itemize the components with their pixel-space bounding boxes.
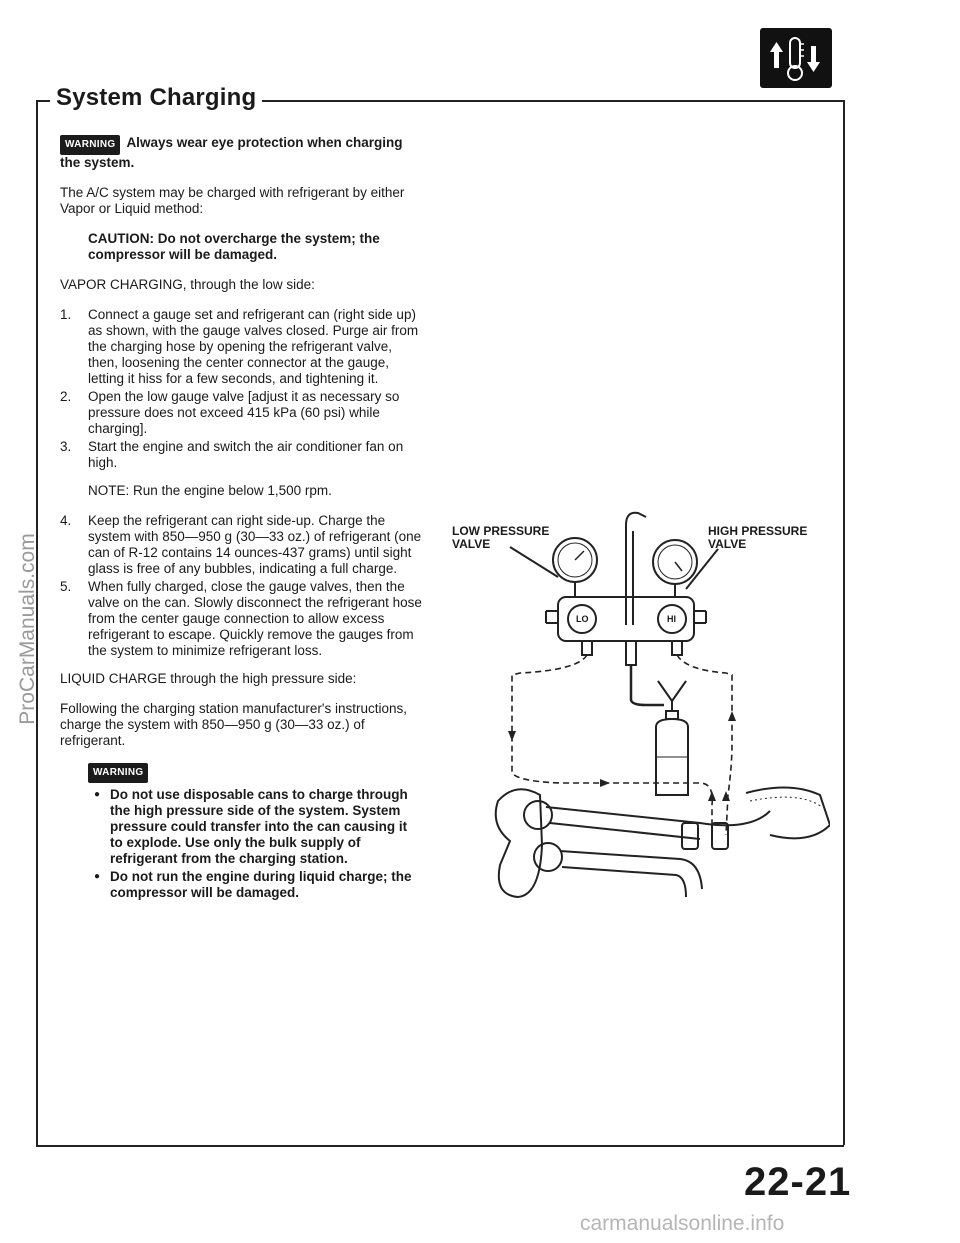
intro-paragraph: The A/C system may be charged with refrigerant by either Vapor or Liquid method: (60, 185, 405, 216)
high-pressure-label-line1: HIGH PRESSURE (708, 524, 808, 538)
low-pressure-label-line2: VALVE (452, 537, 491, 551)
step-item (60, 439, 422, 471)
step-number: 1. (60, 307, 72, 322)
low-label-leader (510, 547, 558, 577)
footer-watermark: carmanualsonline.info (580, 1212, 785, 1235)
diagram-drawing (450, 505, 830, 905)
step-text: Keep the refrigerant can right side-up. Charge the system with 850—950 g (30—33 oz.) of refrigerant (one can of R-12 contains 14 ounces-437 grams) until sight glass is free of any bubbles, indicating a full charge. (88, 513, 422, 576)
step-text: Connect a gauge set and refrigerant can (right side up) as shown, with the gauge valves closed. Purge air from the charging hose by opening the refrigerant valve, then, loosening the center connector at the gauge, letting it hiss for a few seconds, and tightening it. (88, 307, 419, 386)
liquid-paragraph: Following the charging station manufacturer's instructions, charge the system with 850—950 g (30—33 oz.) of refrigerant. (60, 701, 407, 748)
step-number: 4. (60, 513, 72, 528)
manifold-hanger (626, 513, 646, 625)
step-text: When fully charged, close the gauge valves, then the valve on the can. Slowly disconnect the refrigerant hose from the center gauge connection to allow excess refrigerant to escape. Quickly remove the gauges from the system to minimize refrigerant loss. (88, 579, 422, 658)
page-title: System Charging (50, 84, 262, 112)
frame-right-rule (843, 100, 845, 1145)
step-number: 2. (60, 389, 72, 404)
low-pressure-label-line1: LOW PRESSURE (452, 524, 550, 538)
caution-paragraph: CAUTION: Do not overcharge the system; the compressor will be damaged. (88, 231, 380, 262)
gauge-set-diagram (450, 505, 830, 905)
warning-block (88, 763, 422, 901)
low-side-fitting (524, 801, 552, 829)
low-service-port (682, 823, 698, 849)
hi-knob-label: HI (667, 614, 676, 624)
lo-knob-label: LO (576, 614, 589, 624)
step-item (60, 389, 422, 437)
step-text: Start the engine and switch the air conditioner fan on high. (88, 439, 404, 470)
warning-bullets (88, 787, 422, 901)
compressor-flange (496, 789, 542, 897)
step-item (60, 579, 422, 659)
step-item (60, 307, 422, 387)
frame-bottom-rule (36, 1145, 844, 1147)
warning-bullet: ● Do not run the engine during liquid charge; the compressor will be damaged. (88, 869, 422, 901)
high-service-port (712, 823, 728, 849)
step-number: 5. (60, 579, 72, 594)
text-column (60, 135, 422, 903)
side-watermark: ProCarManuals.com (16, 533, 39, 725)
high-side-fitting (534, 843, 562, 871)
steps-list-a (60, 307, 422, 471)
steps-list-b (60, 513, 422, 659)
liquid-heading: LIQUID CHARGE through the high pressure side: (60, 671, 357, 686)
high-pressure-label-line2: VALVE (708, 537, 747, 551)
page-number: 22-21 (744, 1160, 852, 1204)
warning-badge: WARNING (60, 135, 120, 155)
intro-warning (60, 135, 422, 171)
step-item (60, 513, 422, 577)
warning-badge: WARNING (88, 763, 148, 783)
low-side-hose (512, 655, 712, 835)
intro-warning-text: Always wear eye protection when charging the system. (60, 135, 403, 170)
ac-temperature-icon (760, 28, 832, 88)
vapor-heading: VAPOR CHARGING, through the low side: (60, 277, 315, 292)
step-number: 3. (60, 439, 72, 454)
step-text: Open the low gauge valve [adjust it as necessary so pressure does not exceed 415 kPa (60 psi) while charging]. (88, 389, 400, 436)
center-hose (631, 665, 664, 705)
note: NOTE: Run the engine below 1,500 rpm. (88, 483, 332, 498)
warning-bullet: ● Do not use disposable cans to charge through the high pressure side of the system. System pressure could transfer into the can causing it to explode. Use only the bulk supply of refrigerant from the charging station. (88, 787, 422, 867)
